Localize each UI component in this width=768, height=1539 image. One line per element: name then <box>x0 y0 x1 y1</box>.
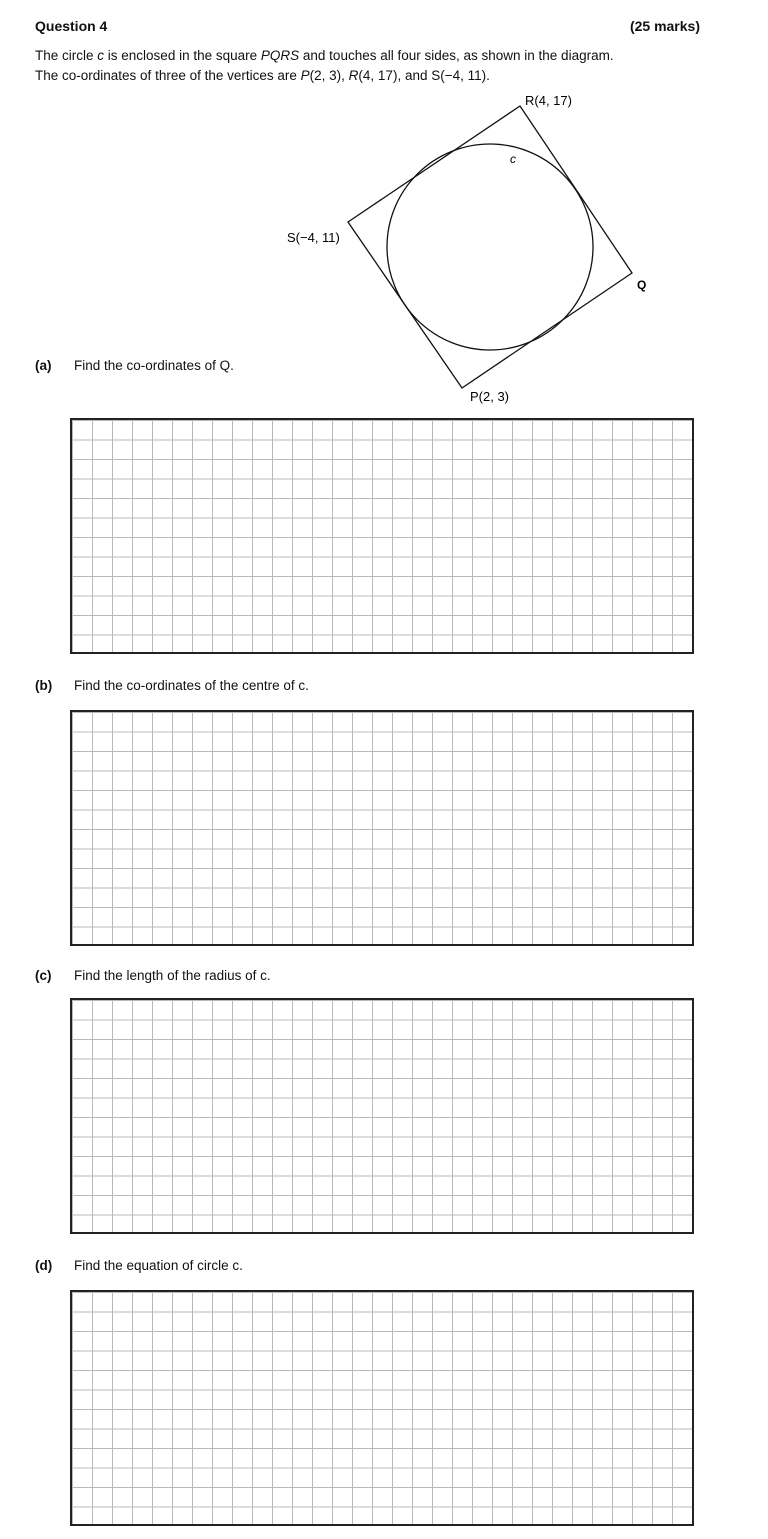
part-d-label: (d) <box>35 1258 53 1273</box>
question-marks: (25 marks) <box>629 18 700 34</box>
part-a-text: Find the co-ordinates of Q. <box>74 358 234 373</box>
label-c: c <box>510 152 516 166</box>
label-r: R(4, 17) <box>525 93 572 108</box>
answer-grid-a[interactable] <box>70 418 694 654</box>
part-b-label: (b) <box>35 678 53 693</box>
part-d-text: Find the equation of circle c. <box>74 1258 243 1273</box>
label-q: Q <box>637 278 647 292</box>
label-s: S(−4, 11) <box>287 230 340 245</box>
part-c-text: Find the length of the radius of c. <box>74 968 271 983</box>
question-title: Question 4 <box>35 18 108 34</box>
intro-line-1: The circle c is enclosed in the square PQRS and touches all four sides, as shown in the diagram. <box>35 48 614 63</box>
part-b-text: Find the co-ordinates of the centre of c. <box>74 678 309 693</box>
label-p: P(2, 3) <box>470 389 510 404</box>
part-c-label: (c) <box>35 968 52 983</box>
answer-grid-c[interactable] <box>70 998 694 1234</box>
answer-grid-d[interactable] <box>70 1290 694 1526</box>
square-pqrs <box>348 106 632 388</box>
answer-grid-b[interactable] <box>70 710 694 946</box>
square-circle-diagram <box>0 0 768 420</box>
intro-line-2: The co-ordinates of three of the vertices are P(2, 3), R(4, 17), and S(−4, 11). <box>35 68 490 83</box>
part-a-label: (a) <box>35 358 52 373</box>
